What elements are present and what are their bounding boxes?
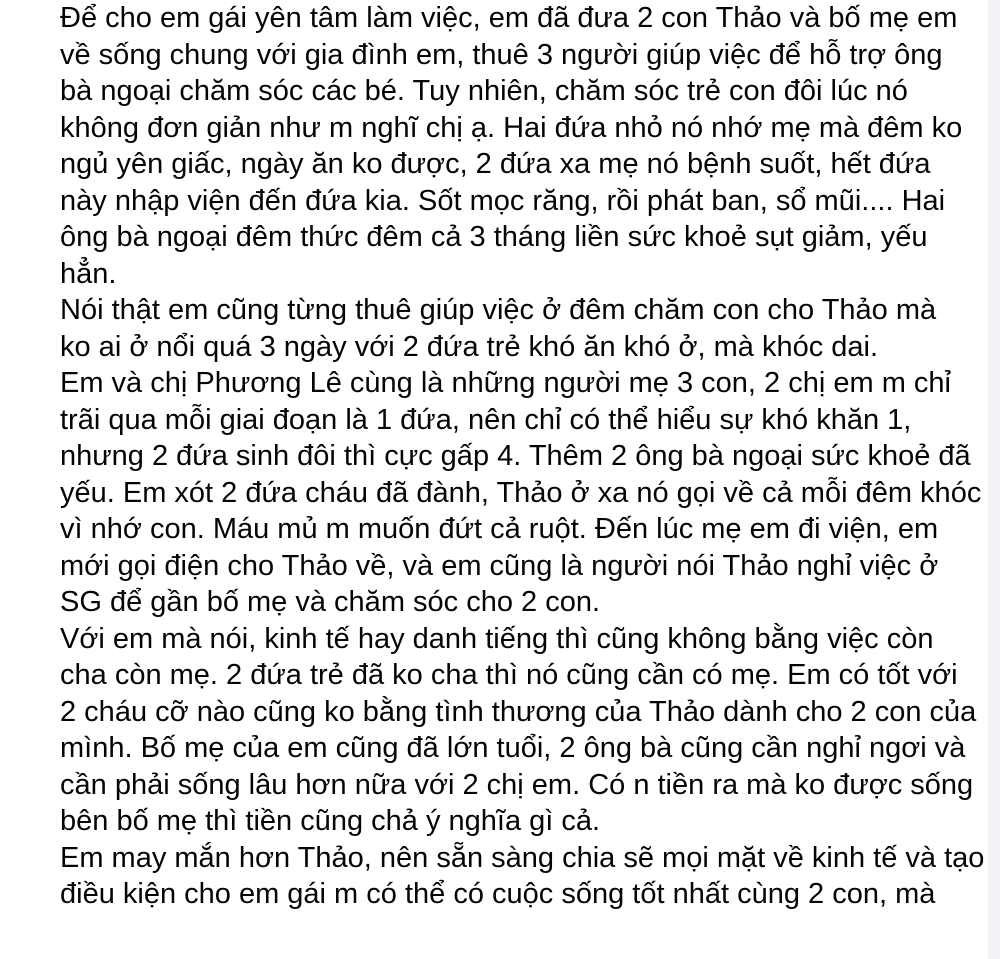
post-text-line: Để cho em gái yên tâm làm việc, em đã đưa 2 con Thảo và bố mẹ em — [60, 2, 958, 34]
post-text-line: Nói thật em cũng từng thuê giúp việc ở đêm chăm con cho Thảo mà — [60, 294, 937, 326]
post-text-line: 2 cháu cỡ nào cũng ko bằng tình thương của Thảo dành cho 2 con của — [60, 695, 977, 728]
post-text-line: ko ai ở nổi quá 3 ngày với 2 đứa trẻ khó ăn khó ở, mà khóc dai. — [60, 330, 879, 363]
post-text-line: SG để gần bố mẹ và chăm sóc cho 2 con. — [60, 586, 601, 618]
post-text-line: về sống chung với gia đình em, thuê 3 người giúp việc để hỗ trợ ông — [60, 38, 943, 71]
post-text-line: mình. Bố mẹ của em cũng đã lớn tuổi, 2 ông bà cũng cần nghỉ ngơi và — [60, 732, 966, 764]
post-text-line: ngủ yên giấc, ngày ăn ko được, 2 đứa xa mẹ nó bệnh suốt, hết đứa — [60, 148, 931, 180]
post-text-line: vì nhớ con. Máu mủ m muốn đứt cả ruột. Đến lúc mẹ em đi viện, em — [60, 513, 939, 545]
post-text-line: Với em mà nói, kinh tế hay danh tiếng thì cũng không bằng việc còn — [60, 622, 934, 655]
post-text-line: hẳn. — [60, 257, 117, 290]
post-text-line: Em may mắn hơn Thảo, nên sẵn sàng chia sẽ mọi mặt về kinh tế và tạo — [60, 841, 985, 874]
post-text-line: ông bà ngoại đêm thức đêm cả 3 tháng liền sức khoẻ sụt giảm, yếu — [60, 221, 928, 253]
post-body-text — [60, 0, 990, 913]
post-text-line: mới gọi điện cho Thảo về, và em cũng là người nói Thảo nghỉ việc ở — [60, 549, 939, 582]
post-text-line: nhưng 2 đứa sinh đôi thì cực gấp 4. Thêm 2 ông bà ngoại sức khoẻ đã — [60, 440, 971, 472]
post-text-line: bà ngoại chăm sóc các bé. Tuy nhiên, chăm sóc trẻ con đôi lúc nó — [60, 75, 908, 107]
post-text-line: điều kiện cho em gái m có thể có cuộc sống tốt nhất cùng 2 con, mà — [60, 878, 936, 910]
post-text-line: trãi qua mỗi giai đoạn là 1 đứa, nên chỉ có thể hiểu sự khó khăn 1, — [60, 403, 912, 436]
post-text-line: yếu. Em xót 2 đứa cháu đã đành, Thảo ở xa nó gọi về cả mỗi đêm khóc — [60, 476, 982, 509]
post-text-line: bên bố mẹ thì tiền cũng chả ý nghĩa gì cả. — [60, 805, 601, 837]
post-text-line: Em và chị Phương Lê cùng là những người mẹ 3 con, 2 chị em m chỉ — [60, 367, 951, 399]
post-text-line: này nhập viện đến đứa kia. Sốt mọc răng, rồi phát ban, sổ mũi.... Hai — [60, 184, 946, 217]
post-text-line: cha còn mẹ. 2 đứa trẻ đã ko cha thì nó cũng cần có mẹ. Em có tốt với — [60, 659, 958, 691]
post-text-line: không đơn giản như m nghĩ chị ạ. Hai đứa nhỏ nó nhớ mẹ mà đêm ko — [60, 111, 963, 144]
scrollbar[interactable] — [988, 0, 1000, 959]
post-text-line: cần phải sống lâu hơn nữa với 2 chị em. Có n tiền ra mà ko được sống — [60, 768, 974, 801]
